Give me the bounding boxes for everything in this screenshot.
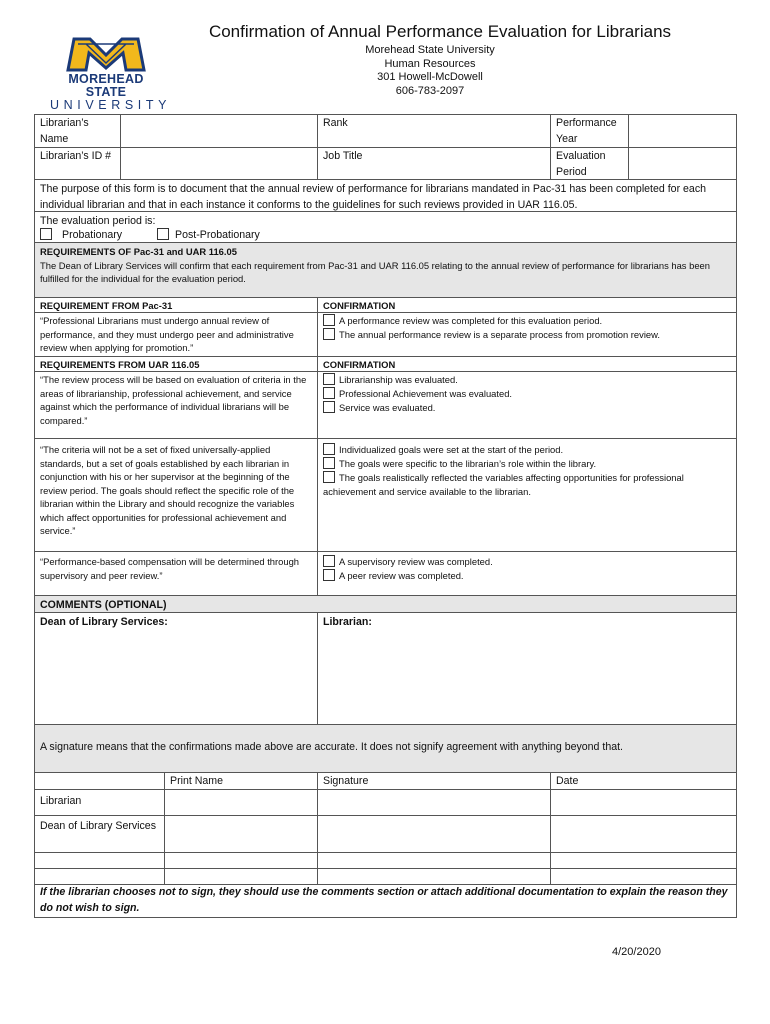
footer-note: If the librarian chooses not to sign, they should use the comments section or attach additional documentation to explain the reason they do not wish to sign.	[40, 886, 728, 914]
uar-confirmation-header: CONFIRMATION	[323, 359, 396, 370]
uar1-check-3-label: Service was evaluated.	[339, 402, 436, 413]
uar1-check-1-checkbox[interactable]	[323, 373, 335, 385]
document-date: 4/20/2020	[612, 946, 661, 958]
librarian-sig-label: Librarian	[35, 790, 165, 815]
uar3-check-2-checkbox[interactable]	[323, 569, 335, 581]
address-line: Human Resources	[384, 57, 476, 70]
dean-date-field[interactable]	[551, 816, 736, 852]
dean-sig-label: Dean of Library Services	[35, 816, 165, 852]
uar1-requirement-text: “The review process will be based on evaluation of criteria in the areas of librarianship, professional achievement, and service against which the performance of individual librarians will be compared.”	[35, 372, 318, 438]
uar2-check-1-label: Individualized goals were set at the start of the period.	[339, 444, 564, 455]
job-title-label: Job Title	[318, 148, 551, 179]
evaluation-period-row	[35, 212, 736, 243]
librarian-name-label: Librarian’s Name	[35, 115, 121, 147]
pac-header-row	[35, 298, 736, 313]
pac-check-2-label: The annual performance review is a separate process from promotion review.	[339, 329, 660, 340]
uar3-row	[35, 552, 736, 596]
sig-librarian-row	[35, 790, 736, 816]
sig-dean-row	[35, 816, 736, 853]
sig-blank-row	[35, 853, 736, 869]
uar2-requirement-text: “The criteria will not be a set of fixed universally-applied standards, but a set of goals established by each librarian in conjunction with his or her supervisor at the beginning of the review period. The goals should reflect the specific role of the librarian within the Library and should recognize the variables which affect opportunities for professional achievement and service.”	[35, 439, 318, 551]
comments-heading-row	[35, 596, 736, 613]
pac-check-1-label: A performance review was completed for this evaluation period.	[339, 315, 603, 326]
evaluation-period-question: The evaluation period is:	[40, 215, 156, 227]
uar1-row	[35, 372, 736, 439]
pac-header: REQUIREMENT FROM Pac-31	[35, 298, 318, 312]
pac-check-1-checkbox[interactable]	[323, 314, 335, 326]
signature-note-row	[35, 725, 736, 773]
comments-heading: COMMENTS (OPTIONAL)	[40, 599, 167, 611]
uar2-check-2-checkbox[interactable]	[323, 457, 335, 469]
uar2-check-2-label: The goals were specific to the librarian’s role within the library.	[339, 458, 597, 469]
sig-header-row	[35, 773, 736, 790]
uar-header: REQUIREMENTS FROM UAR 116.05	[35, 357, 318, 371]
uar1-check-3-checkbox[interactable]	[323, 401, 335, 413]
librarian-print-name-field[interactable]	[165, 790, 318, 815]
librarian-id-label: Librarian’s ID #	[35, 148, 121, 179]
requirements-heading: REQUIREMENTS OF Pac-31 and UAR 116.05	[40, 246, 237, 257]
requirements-intro-text: The Dean of Library Services will confirm that each requirement from Pac-31 and UAR 116.05 relating to the annual review of performance for librarians has been fulfilled for the individual for the evaluation period.	[40, 259, 710, 284]
address-line: Morehead State University	[365, 44, 495, 56]
rank-label: Rank	[318, 115, 551, 147]
requirements-intro-row	[35, 243, 736, 298]
uar3-check-2-label: A peer review was completed.	[339, 570, 464, 581]
dean-comments-label: Dean of Library Services:	[40, 616, 168, 628]
university-logo	[50, 36, 172, 112]
footer-note-row	[35, 885, 736, 917]
dean-comments-field[interactable]	[35, 613, 318, 724]
university-logo-mark-icon	[64, 36, 148, 72]
uar2-row	[35, 439, 736, 552]
date-header: Date	[556, 775, 579, 787]
dean-signature-field[interactable]	[318, 816, 551, 852]
librarian-signature-field[interactable]	[318, 790, 551, 815]
logo-line2: UNIVERSITY	[50, 98, 172, 112]
uar-header-row	[35, 357, 736, 372]
evaluation-period-label: Evaluation Period	[551, 148, 629, 179]
probationary-checkbox[interactable]	[40, 228, 52, 240]
librarian-name-field[interactable]	[121, 115, 318, 147]
sig-blank-row-2	[35, 869, 736, 885]
pac-requirement-text: “Professional Librarians must undergo annual review of performance, and they must undergo peer and administrative review when applying for promotion.”	[35, 313, 318, 356]
purpose-row	[35, 180, 736, 212]
page-title: Confirmation of Annual Performance Evaluation for Librarians	[208, 22, 672, 41]
evaluation-period-field[interactable]	[629, 148, 736, 179]
librarian-comments-label: Librarian:	[323, 616, 372, 628]
uar3-check-1-label: A supervisory review was completed.	[339, 556, 493, 567]
performance-year-field[interactable]	[629, 115, 736, 147]
pac-row	[35, 313, 736, 357]
logo-line1: MOREHEAD STATE	[68, 72, 144, 99]
post-probationary-checkbox[interactable]	[157, 228, 169, 240]
pac-confirmation-header: CONFIRMATION	[323, 300, 396, 311]
print-name-header: Print Name	[165, 773, 318, 789]
signature-note: A signature means that the confirmations made above are accurate. It does not signify agreement with anything beyond that.	[40, 741, 624, 753]
info-row-2	[35, 148, 736, 180]
uar1-check-2-label: Professional Achievement was evaluated.	[339, 388, 513, 399]
uar3-check-1-checkbox[interactable]	[323, 555, 335, 567]
uar2-check-1-checkbox[interactable]	[323, 443, 335, 455]
librarian-comments-field[interactable]	[318, 613, 736, 724]
purpose-text: The purpose of this form is to document that the annual review of performance for librarians mandated in Pac-31 has been completed for each individual librarian and that in each instance it conforms to the guidelines for such reviews provided in UAR 116.05.	[40, 183, 707, 211]
address-line: 606-783-2097	[395, 84, 465, 97]
uar2-check-3-checkbox[interactable]	[323, 471, 335, 483]
performance-year-label: Performance Year	[551, 115, 629, 147]
address-line: 301 Howell-McDowell	[377, 71, 483, 83]
dean-print-name-field[interactable]	[165, 816, 318, 852]
librarian-id-field[interactable]	[121, 148, 318, 179]
librarian-date-field[interactable]	[551, 790, 736, 815]
uar1-check-2-checkbox[interactable]	[323, 387, 335, 399]
pac-check-2-checkbox[interactable]	[323, 328, 335, 340]
signature-header: Signature	[318, 773, 551, 789]
info-row-1	[35, 115, 736, 148]
evaluation-form	[34, 114, 737, 918]
probationary-label: Probationary	[62, 229, 123, 241]
comments-row	[35, 613, 736, 725]
uar1-check-1-label: Librarianship was evaluated.	[339, 374, 458, 385]
uar3-requirement-text: “Performance-based compensation will be determined through supervisory and peer review.”	[35, 552, 318, 595]
uar2-check-3-label: The goals realistically reflected the variables affecting opportunities for professional achievement and service available to the librarian.	[323, 472, 684, 497]
post-probationary-label: Post-Probationary	[175, 229, 260, 241]
address-block	[300, 44, 560, 98]
